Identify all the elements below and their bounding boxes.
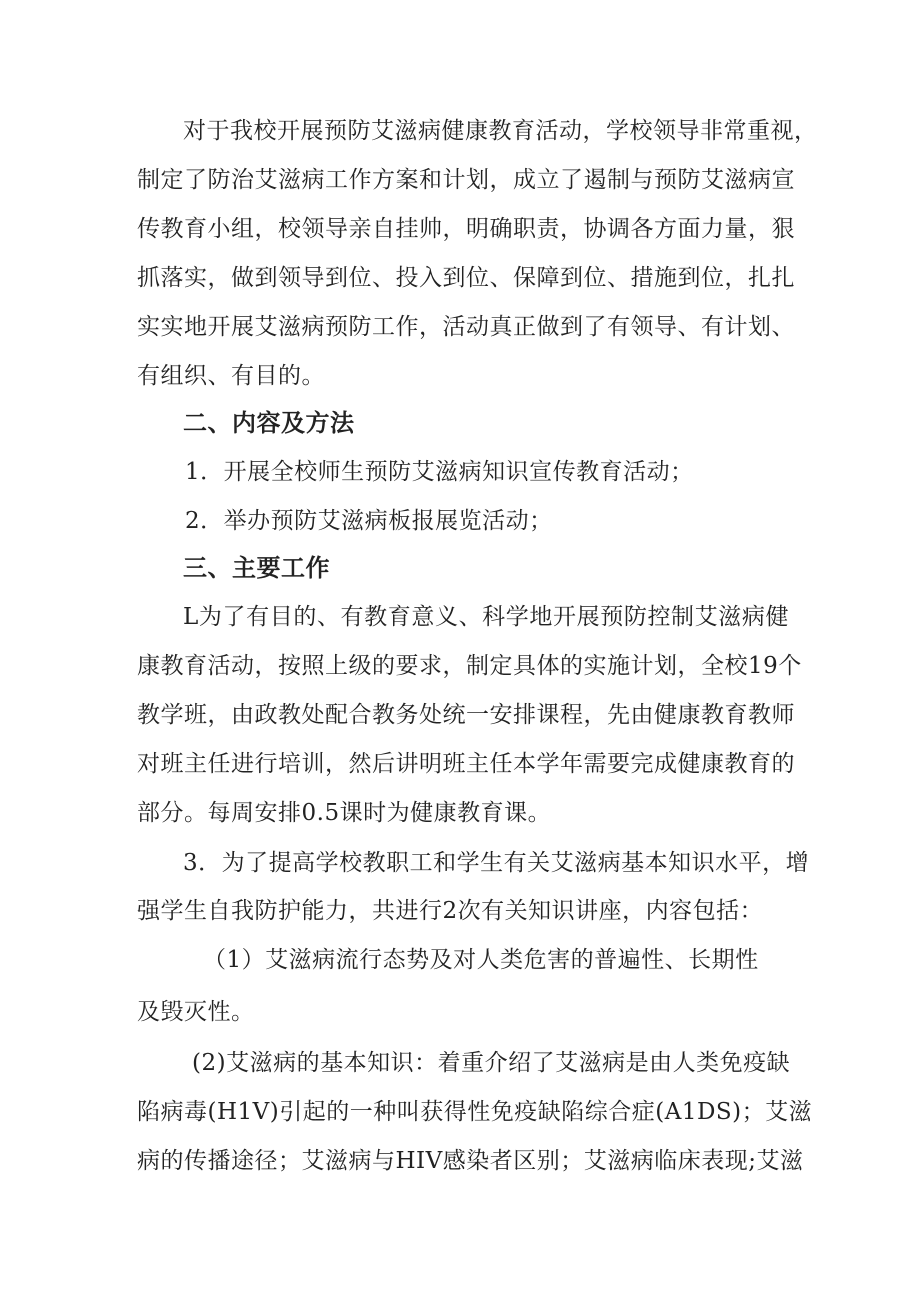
paragraph-l-line-4: 对班主任进行培训，然后讲明班主任本学年需要完成健康教育的	[137, 751, 795, 777]
sub-item-1-line-2: 及毁灭性。	[137, 999, 255, 1025]
list-item-2: 2．举办预防艾滋病板报展览活动；	[185, 508, 553, 534]
paragraph-1-line-2: 制定了防治艾滋病工作方案和计划，成立了遏制与预防艾滋病宣	[137, 167, 795, 193]
section-heading-content-methods: 二、内容及方法	[183, 409, 355, 437]
paragraph-l-line-2: 康教育活动，按照上级的要求，制定具体的实施计划，全校19个	[137, 653, 802, 679]
paragraph-1-line-3: 传教育小组，校领导亲自挂帅，明确职责，协调各方面力量，狠	[137, 216, 795, 242]
paragraph-1-line-5: 实实地开展艾滋病预防工作，活动真正做到了有领导、有计划、	[137, 314, 795, 340]
sub-item-2-line-3: 病的传播途径；艾滋病与HIV感染者区别；艾滋病临床表现;艾滋	[137, 1148, 804, 1174]
paragraph-l-line-1: L为了有目的、有教育意义、科学地开展预防控制艾滋病健	[183, 604, 789, 630]
paragraph-1-line-6: 有组织、有目的。	[137, 363, 325, 389]
section-heading-main-work: 三、主要工作	[183, 554, 330, 582]
paragraph-1-line-4: 抓落实，做到领导到位、投入到位、保障到位、措施到位，扎扎	[137, 265, 795, 291]
paragraph-l-line-3: 教学班，由政教处配合教务处统一安排课程，先由健康教育教师	[137, 702, 795, 728]
paragraph-3-line-1: 3．为了提高学校教职工和学生有关艾滋病基本知识水平，增	[183, 850, 810, 876]
sub-item-2-line-2: 陷病毒(H1V)引起的一种叫获得性免疫缺陷综合症(A1DS)；艾滋	[137, 1099, 813, 1125]
list-item-1: 1．开展全校师生预防艾滋病知识宣传教育活动；	[185, 459, 694, 485]
paragraph-1-line-1: 对于我校开展预防艾滋病健康教育活动，学校领导非常重视，	[183, 118, 818, 144]
sub-item-1-line-1: （1）艾滋病流行态势及对人类危害的普遍性、长期性	[203, 947, 759, 973]
paragraph-l-line-5: 部分。每周安排0.5课时为健康教育课。	[137, 800, 552, 826]
paragraph-3-line-2: 强学生自我防护能力，共进行2次有关知识讲座，内容包括：	[137, 898, 764, 924]
sub-item-2-line-1: (2)艾滋病的基本知识：着重介绍了艾滋病是由人类免疫缺	[192, 1050, 791, 1076]
